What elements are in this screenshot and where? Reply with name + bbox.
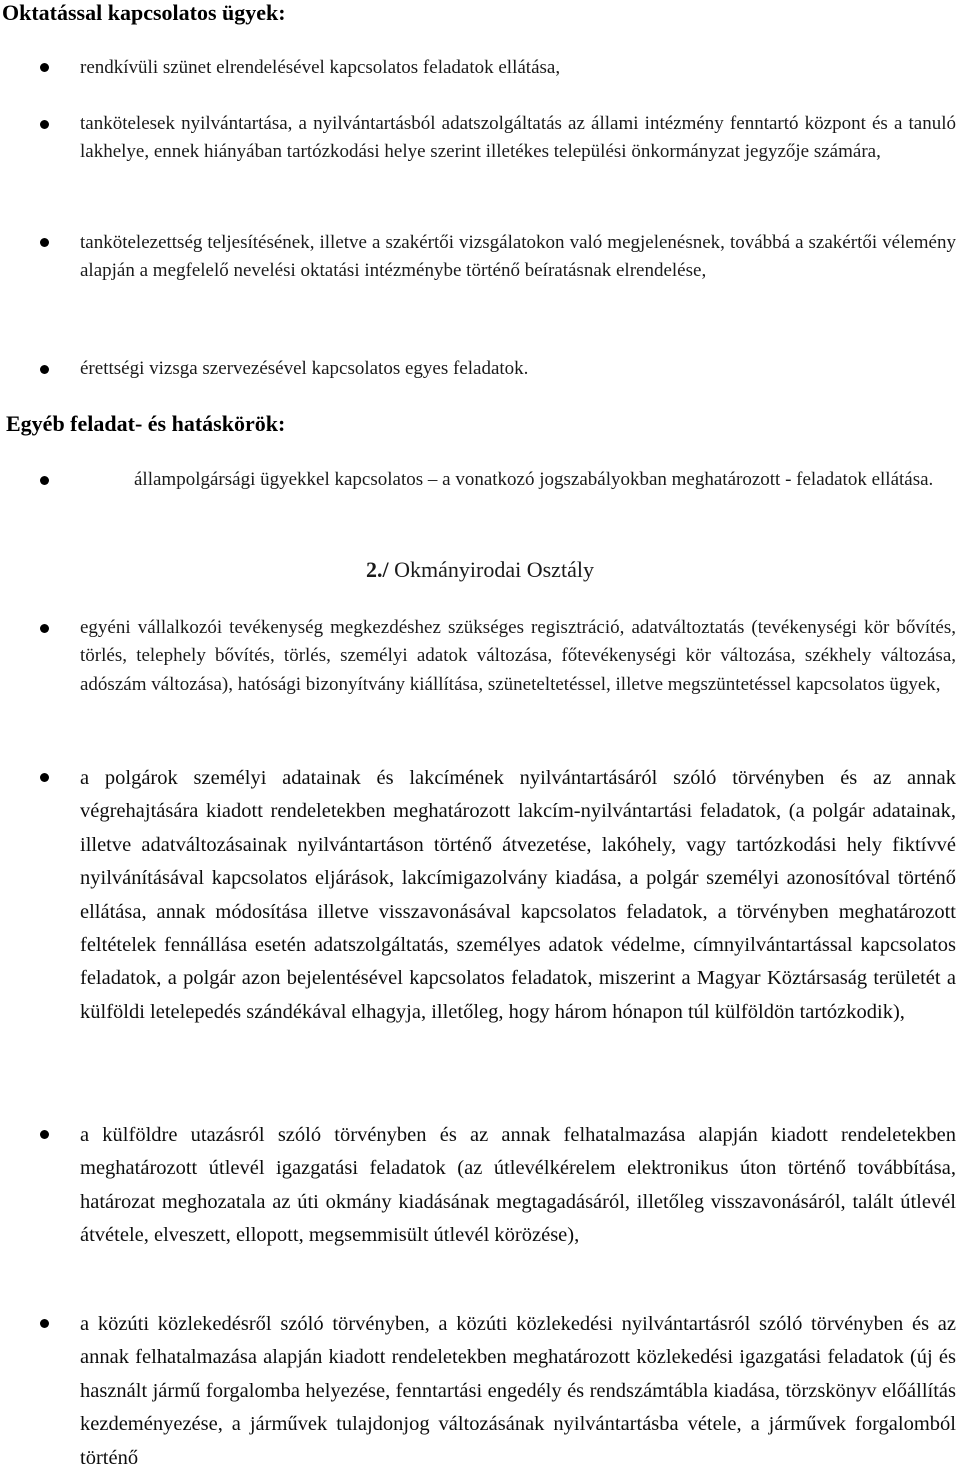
list-item-education-3: tankötelezettség teljesítésének, illetve a szakértői vizsgálatokon való megjelenésnek, továbbá a szakértői vélemény alapján a megfelelő nevelési oktatási intézménybe történő beíratásnak elrendelése, — [80, 232, 956, 282]
bullet-icon — [40, 63, 49, 72]
bullet-icon — [40, 624, 49, 633]
list-item-education-4: érettségi vizsga szervezésével kapcsolatos egyes feladatok. — [80, 358, 529, 379]
list-item-office-3: a külföldre utazásról szóló törvényben és az annak felhatalmazása alapján kiadott rendeletekben meghatározott útlevél igazgatási feladatok (az útlevélkérelem elektronikus úton történő továbbítása, határozat meghozatala az úti okmány kiadásának megtagadásáról, illetőleg visszavonásáról, talált útlevél átvétele, elveszett, ellopott, megsemmisült útlevél körözése), — [80, 1124, 956, 1247]
bullet-icon — [40, 238, 49, 247]
list-item-office-1: egyéni vállalkozói tevékenység megkezdéshez szükséges regisztráció, adatváltoztatás (tevékenységi kör bővítés, törlés, telephely bővítés, törlés, személyi adatok változása, főtevékenységi kör változása, székhely változása, adószám változása), hatósági bizonyítvány kiállítása, szüneteltetéssel, illetve megszüntetéssel kapcsolatos ügyek, — [80, 617, 956, 695]
bullet-icon — [40, 365, 49, 374]
bullet-icon — [40, 1319, 49, 1328]
bullet-icon — [40, 120, 49, 129]
section-heading-education: Oktatással kapcsolatos ügyek: — [2, 0, 286, 25]
list-item-office-4: a közúti közlekedésről szóló törvényben, a közúti közlekedési nyilvántartásról szóló törvényben és az annak felhatalmazása alapján kiadott rendeletekben meghatározott közlekedési igazgatási feladatok (új és használt jármű forgalomba helyezése, fenntartási engedély és rendszámtábla kiadása, törzskönyv előállítás kezdeményezése, a járművek tulajdonjog változásának nyilvántartásba vétele, a járművek forgalomból történő — [80, 1313, 956, 1469]
bullet-icon — [40, 1130, 49, 1139]
section-heading-other: Egyéb feladat- és hatáskörök: — [6, 411, 286, 436]
list-item-other-1: állampolgársági ügyekkel kapcsolatos – a vonatkozó jogszabályokban meghatározott - feladatok ellátása. — [134, 469, 934, 490]
section-title-office — [0, 557, 960, 583]
list-item-office-2: a polgárok személyi adatainak és lakcímének nyilvántartásáról szóló törvényben és az annak végrehajtására kiadott rendeletekben meghatározott lakcím-nyilvántartási feladatok, (a polgár adatainak, illetve adatváltozásainak nyilvántartáson történő átvezetése, lakóhely, vagy tartózkodási hely fiktívvé nyilvánításával kapcsolatos eljárások, lakcímigazolvány kiadása, a polgár személyi azonosítóval történő ellátása, annak módosítása illetve visszavonásával kapcsolatos feladatok, a törvényben meghatározott feltételek fennállása esetén adatszolgáltatás, személyes adatok védelme, címnyilvántartással kapcsolatos feladatok, a polgár azon bejelentésével kapcsolatos feladatok, miszerint a Magyar Köztársaság területét a külföldi letelepedés szándékával elhagyja, illetőleg, hogy három hónapon túl külföldön tartózkodik), — [80, 767, 956, 1023]
section-title-text: Okmányirodai Osztály — [394, 557, 594, 582]
section-number: 2./ — [366, 557, 389, 582]
list-item-education-1: rendkívüli szünet elrendelésével kapcsolatos feladatok ellátása, — [80, 57, 561, 78]
bullet-icon — [40, 773, 49, 782]
list-item-education-2: tankötelesek nyilvántartása, a nyilvántartásból adatszolgáltatás az állami intézmény fenntartó központ és a tanuló lakhelye, ennek hiányában tartózkodási helye szerint illetékes települési önkormányzat jegyzője számára, — [80, 113, 956, 163]
bullet-icon — [40, 476, 49, 485]
